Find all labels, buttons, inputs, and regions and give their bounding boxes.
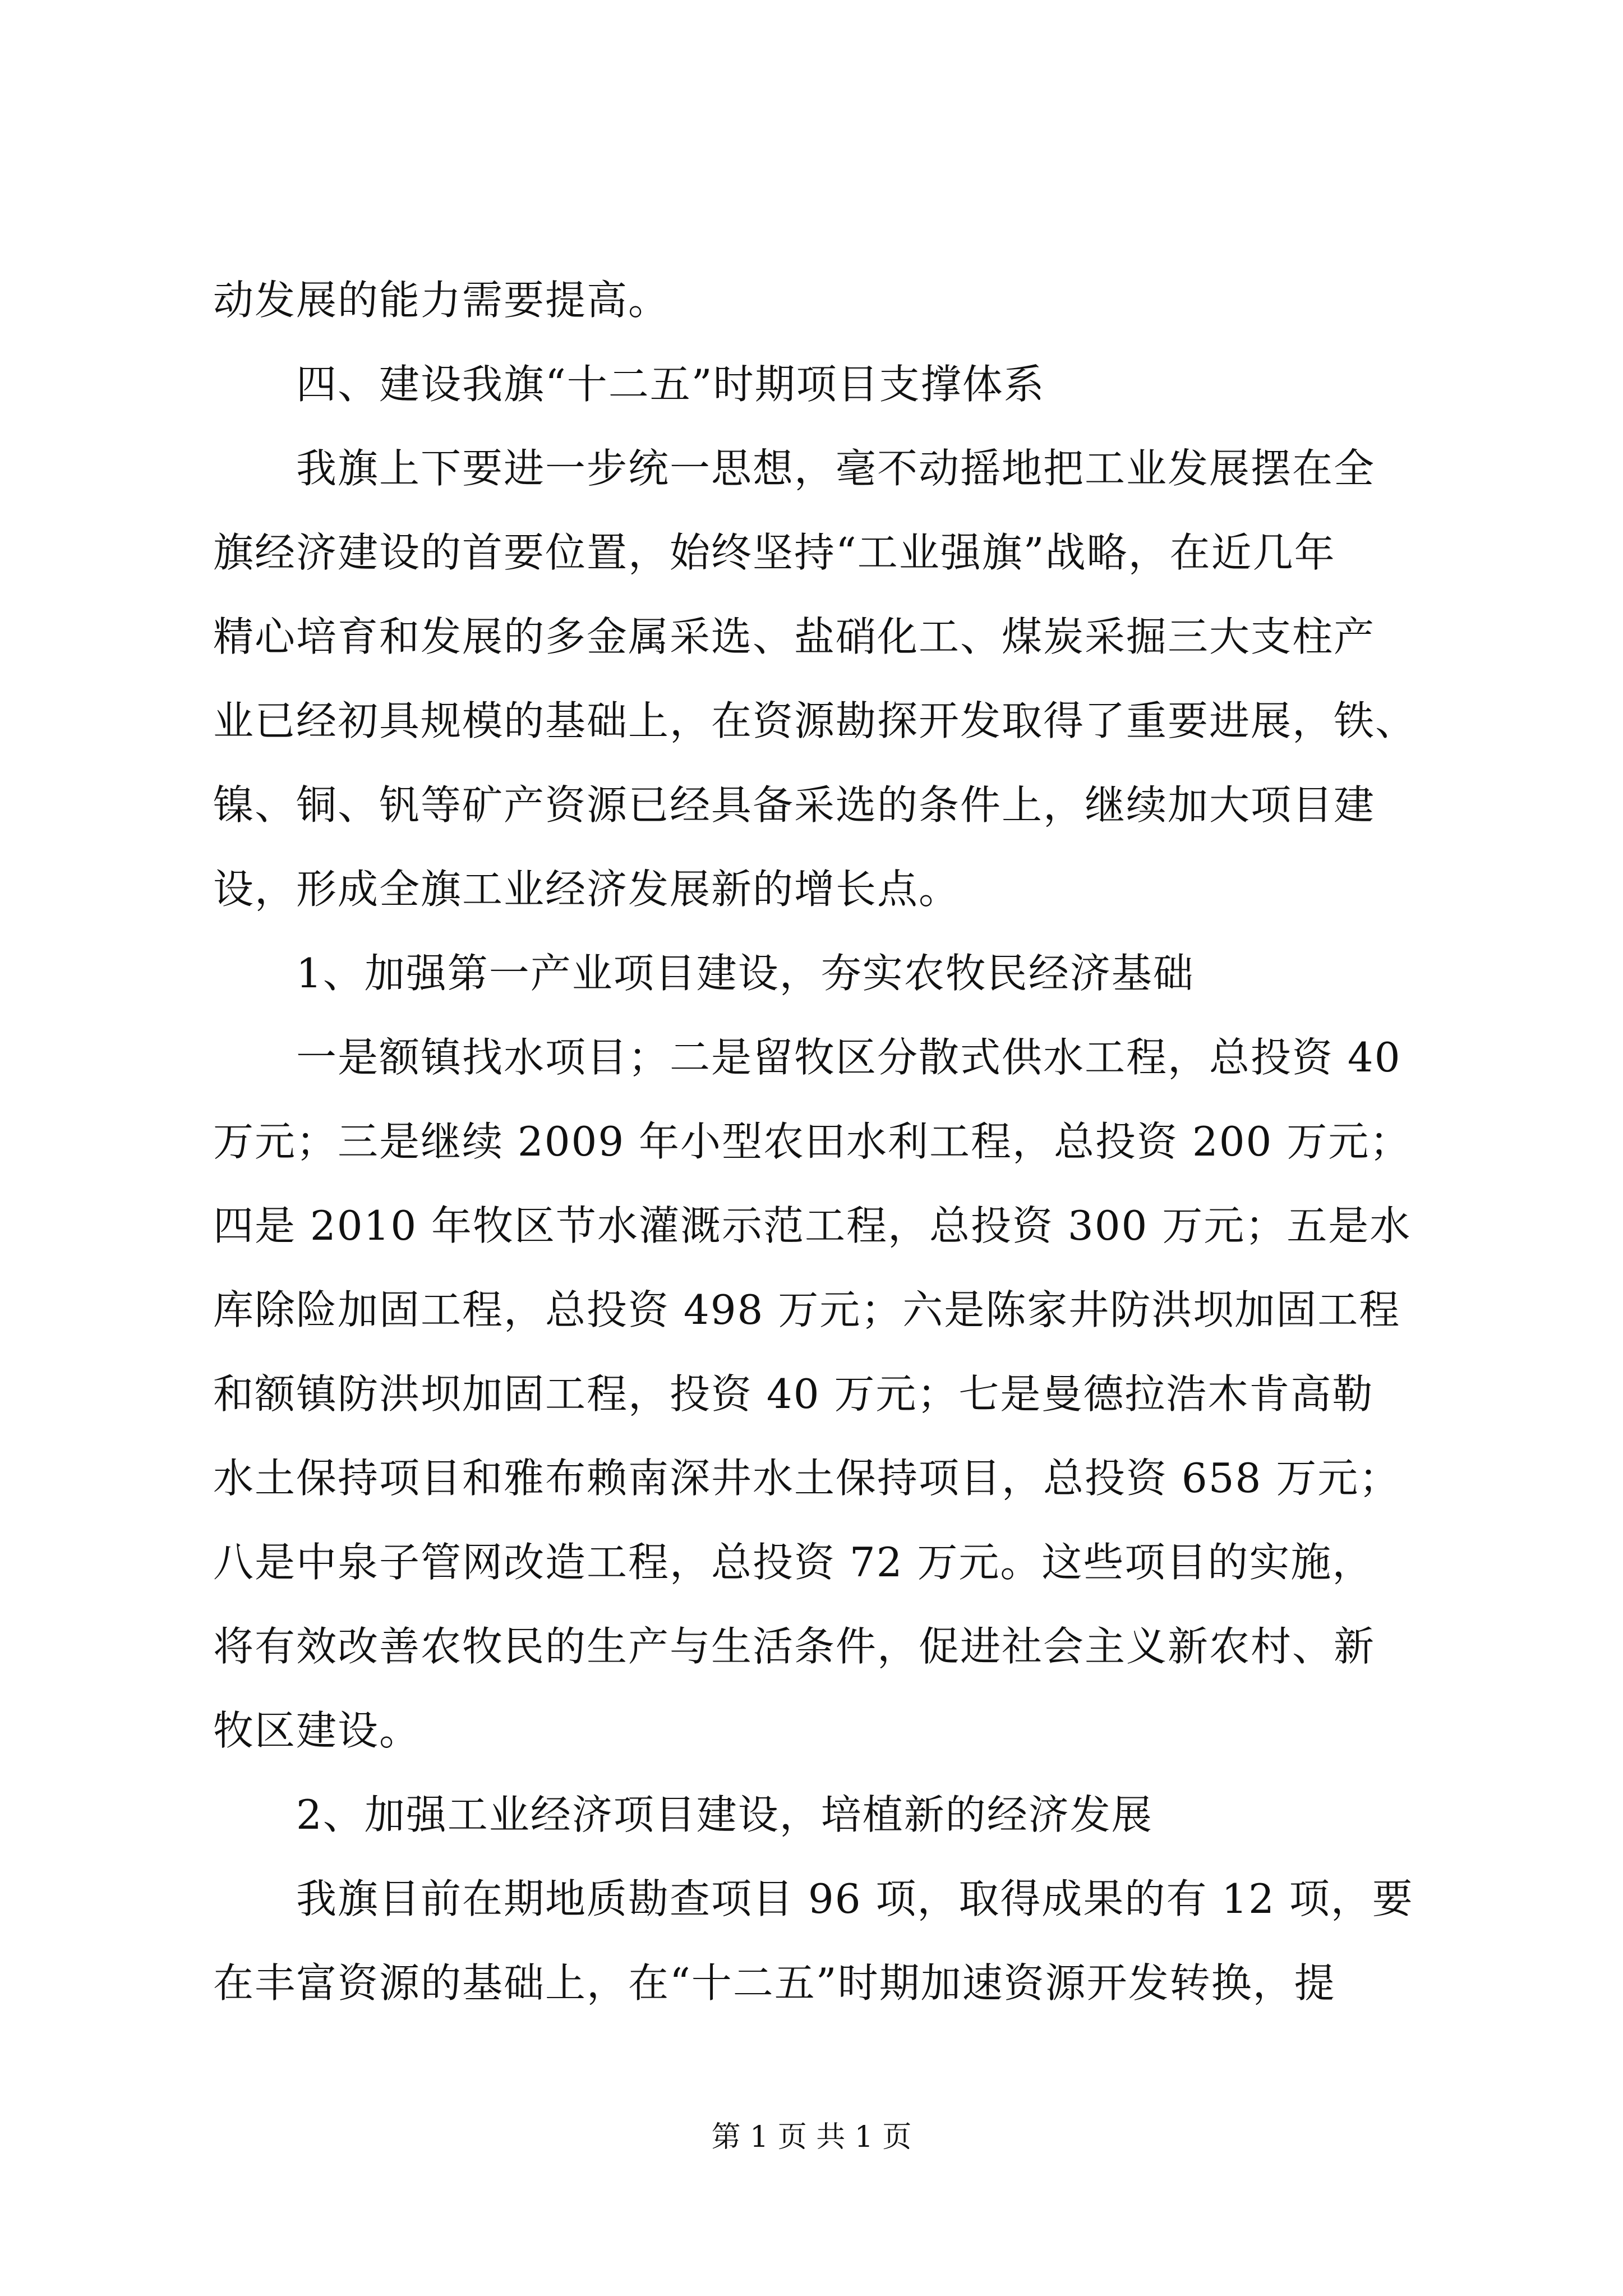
text-line: 万元；三是继续 2009 年小型农田水利工程，总投资 200 万元； — [213, 1118, 1412, 1165]
text-line: 库除险加固工程，总投资 498 万元；六是陈家井防洪坝加固工程 — [213, 1286, 1401, 1333]
text-line: 精心培育和发展的多金属采选、盐硝化工、煤炭采掘三大支柱产 — [213, 613, 1376, 660]
page-footer: 第 1 页 共 1 页 — [711, 2120, 912, 2154]
text-line: 将有效改善农牧民的生产与生活条件，促进社会主义新农村、新 — [213, 1623, 1376, 1670]
text-line: 我旗上下要进一步统一思想，毫不动摇地把工业发展摆在全 — [213, 445, 1376, 492]
section-heading: 四、建设我旗“十二五”时期项目支撑体系 — [213, 361, 1045, 408]
text-line: 业已经初具规模的基础上，在资源勘探开发取得了重要进展，铁、 — [213, 697, 1417, 744]
text-line: 我旗目前在期地质勘查项目 96 项，取得成果的有 12 项，要 — [213, 1875, 1414, 1922]
text-line: 牧区建设。 — [213, 1707, 421, 1754]
body-text — [213, 258, 1419, 2025]
text-line: 设，形成全旗工业经济发展新的增长点。 — [213, 866, 961, 913]
text-line: 动发展的能力需要提高。 — [213, 277, 670, 324]
text-line: 八是中泉子管网改造工程，总投资 72 万元。这些项目的实施， — [213, 1539, 1374, 1586]
text-line: 旗经济建设的首要位置，始终坚持“工业强旗”战略，在近几年 — [213, 529, 1336, 576]
text-line: 镍、铜、钒等矿产资源已经具备采选的条件上，继续加大项目建 — [213, 781, 1376, 829]
text-line: 四是 2010 年牧区节水灌溉示范工程，总投资 300 万元；五是水 — [213, 1202, 1412, 1249]
text-line: 一是额镇找水项目；二是留牧区分散式供水工程，总投资 40 — [213, 1034, 1401, 1081]
text-line: 和额镇防洪坝加固工程，投资 40 万元；七是曼德拉浩木肯高勒 — [213, 1370, 1374, 1418]
text-line: 在丰富资源的基础上，在“十二五”时期加速资源开发转换，提 — [213, 1959, 1336, 2007]
text-line: 水土保持项目和雅布赖南深井水土保持项目，总投资 658 万元； — [213, 1455, 1401, 1502]
subsection-heading: 2、加强工业经济项目建设，培植新的经济发展 — [213, 1791, 1153, 1838]
subsection-heading: 1、加强第一产业项目建设，夯实农牧民经济基础 — [213, 950, 1195, 997]
